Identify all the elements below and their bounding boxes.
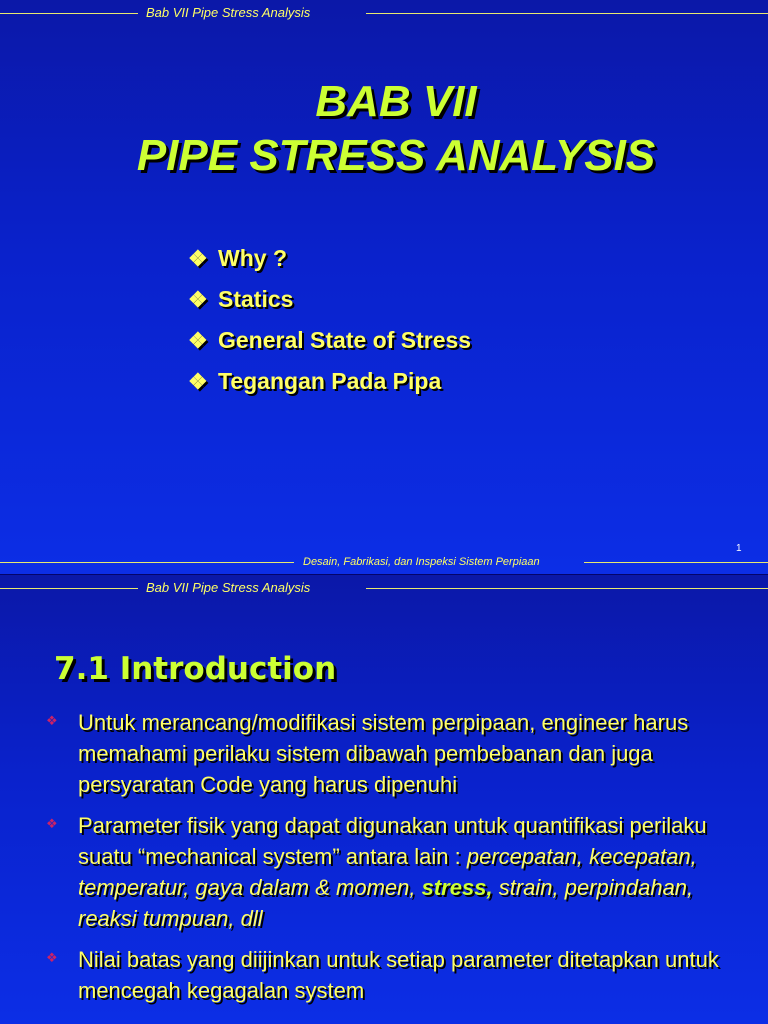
list-item-label: General State of Stress	[218, 327, 472, 353]
diamond-bullet-icon: ❖	[188, 369, 208, 394]
header-rule-right	[366, 588, 768, 589]
paragraph-3: Nilai batas yang diijinkan untuk setiap parameter ditetapkan untuk mencegah kegagalan system	[78, 947, 719, 1003]
diamond-bullet-icon: ❖	[46, 816, 58, 831]
diamond-bullet-icon: ❖	[188, 287, 208, 312]
list-item	[46, 944, 746, 1006]
diamond-bullet-icon: ❖	[188, 246, 208, 271]
list-item	[188, 365, 471, 406]
header-text: Bab VII Pipe Stress Analysis	[146, 580, 311, 595]
diamond-bullet-icon: ❖	[188, 328, 208, 353]
header-text: Bab VII Pipe Stress Analysis	[146, 5, 311, 20]
list-item-label: Why ?	[218, 245, 287, 271]
footer-text: Desain, Fabrikasi, dan Inspeksi Sistem Perpiaan	[303, 556, 540, 568]
page-number: 1	[736, 543, 742, 554]
title-line-2: PIPE STRESS ANALYSIS	[136, 131, 656, 180]
list-item	[188, 242, 471, 283]
paragraph-2	[78, 810, 746, 934]
list-item	[188, 324, 471, 365]
header-rule-right	[366, 13, 768, 14]
stress-emphasis: stress,	[421, 875, 493, 900]
section-heading: 7.1 Introduction	[54, 651, 337, 687]
slide-header	[0, 578, 768, 598]
list-item	[46, 810, 746, 934]
footer-rule-right	[584, 562, 768, 563]
paragraph-1: Untuk merancang/modifikasi sistem perpipaan, engineer harus memahami perilaku sistem dibawah pembebanan dan juga persyaratan Code yang harus dipenuhi	[78, 710, 689, 797]
slide-title	[0, 75, 768, 183]
list-item	[46, 707, 746, 800]
slide-footer	[0, 553, 768, 573]
list-item	[188, 283, 471, 324]
list-item-label: Tegangan Pada Pipa	[218, 368, 442, 394]
paragraph-2-italic-2: strain, perpindahan, reaksi tumpuan, dll	[78, 875, 694, 931]
paragraph-2-italic-1: percepatan, kecepatan, temperatur, gaya dalam & momen,	[78, 844, 697, 900]
header-rule-left	[0, 13, 138, 14]
topic-list	[188, 242, 471, 406]
slide-2	[0, 575, 768, 1024]
header-rule-left	[0, 588, 138, 589]
slide-header	[0, 3, 768, 23]
list-item-label: Statics	[218, 286, 294, 312]
intro-list	[46, 707, 746, 1016]
footer-rule-left	[0, 562, 294, 563]
diamond-bullet-icon: ❖	[46, 950, 58, 965]
diamond-bullet-icon: ❖	[46, 713, 58, 728]
title-line-1: BAB VII	[315, 77, 477, 126]
paragraph-2-lead: Parameter fisik yang dapat digunakan untuk quantifikasi perilaku suatu “mechanical system” antara lain :	[78, 813, 707, 869]
